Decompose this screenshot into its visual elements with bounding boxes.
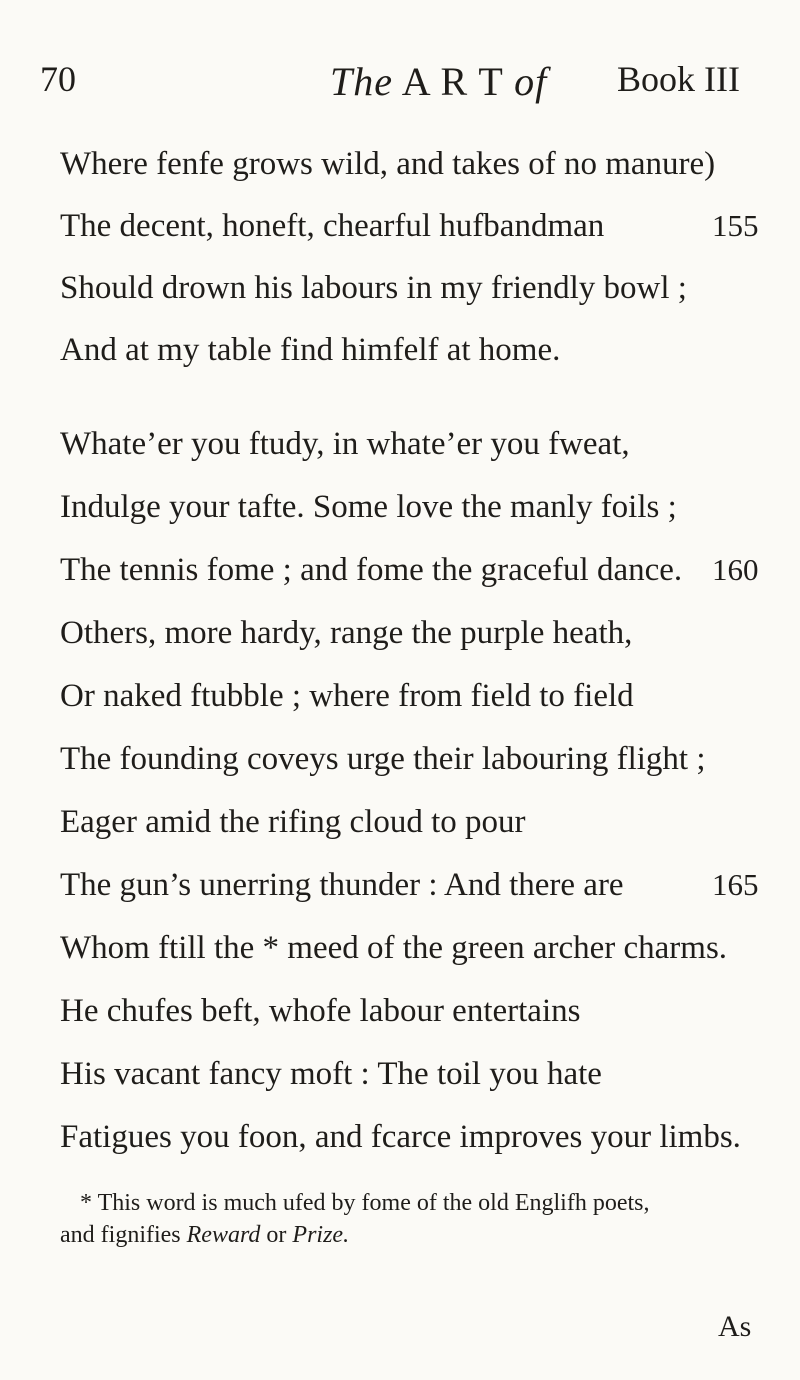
footnote-line xyxy=(60,1219,349,1251)
verse-line: The tennis fome ; and fome the graceful dance. xyxy=(60,552,683,588)
catchword: As xyxy=(718,1310,752,1343)
verse-line: Indulge your tafte. Some love the manly foils ; xyxy=(60,489,677,525)
verse-line: And at my table find himfelf at home. xyxy=(60,332,561,368)
verse-line: Should drown his labours in my friendly bowl ; xyxy=(60,270,687,306)
page-header xyxy=(0,58,800,118)
verse-line: Eager amid the rifing cloud to pour xyxy=(60,804,526,840)
footnote-text: and fignifies xyxy=(60,1222,181,1248)
page-number: 70 xyxy=(40,59,76,99)
verse-line: The gun’s unerring thunder : And there are xyxy=(60,867,624,903)
verse-line: His vacant fancy moft : The toil you hate xyxy=(60,1056,602,1092)
book-reference: Book III xyxy=(617,59,740,99)
verse-line: Where fenfe grows wild, and takes of no manure) xyxy=(60,146,716,182)
verse-line: Whate’er you ftudy, in whate’er you fweat, xyxy=(60,426,630,462)
footnote-or: or xyxy=(266,1222,287,1248)
verse-line: The founding coveys urge their labouring flight ; xyxy=(60,741,706,777)
verse-line: The decent, honeft, chearful hufbandman xyxy=(60,208,605,244)
running-title-art: A R T xyxy=(401,59,504,104)
line-number: 160 xyxy=(712,552,759,587)
verse-line: He chufes beft, whofe labour entertains xyxy=(60,993,581,1029)
footnote-prize: Prize. xyxy=(292,1222,350,1248)
footnote-reward: Reward xyxy=(186,1222,261,1248)
verse-line: Others, more hardy, range the purple heath, xyxy=(60,615,633,651)
running-title xyxy=(330,58,547,105)
verse-line: Fatigues you foon, and fcarce improves your limbs. xyxy=(60,1119,741,1155)
line-number: 165 xyxy=(712,867,759,902)
running-title-the: The xyxy=(330,59,393,104)
line-number: 155 xyxy=(712,208,759,243)
running-title-of: of xyxy=(514,59,548,104)
verse-line: Whom ftill the * meed of the green archer charms. xyxy=(60,930,728,966)
verse-line: Or naked ftubble ; where from field to field xyxy=(60,678,634,714)
footnote-line: * This word is much ufed by fome of the old Englifh poets, xyxy=(80,1190,650,1216)
